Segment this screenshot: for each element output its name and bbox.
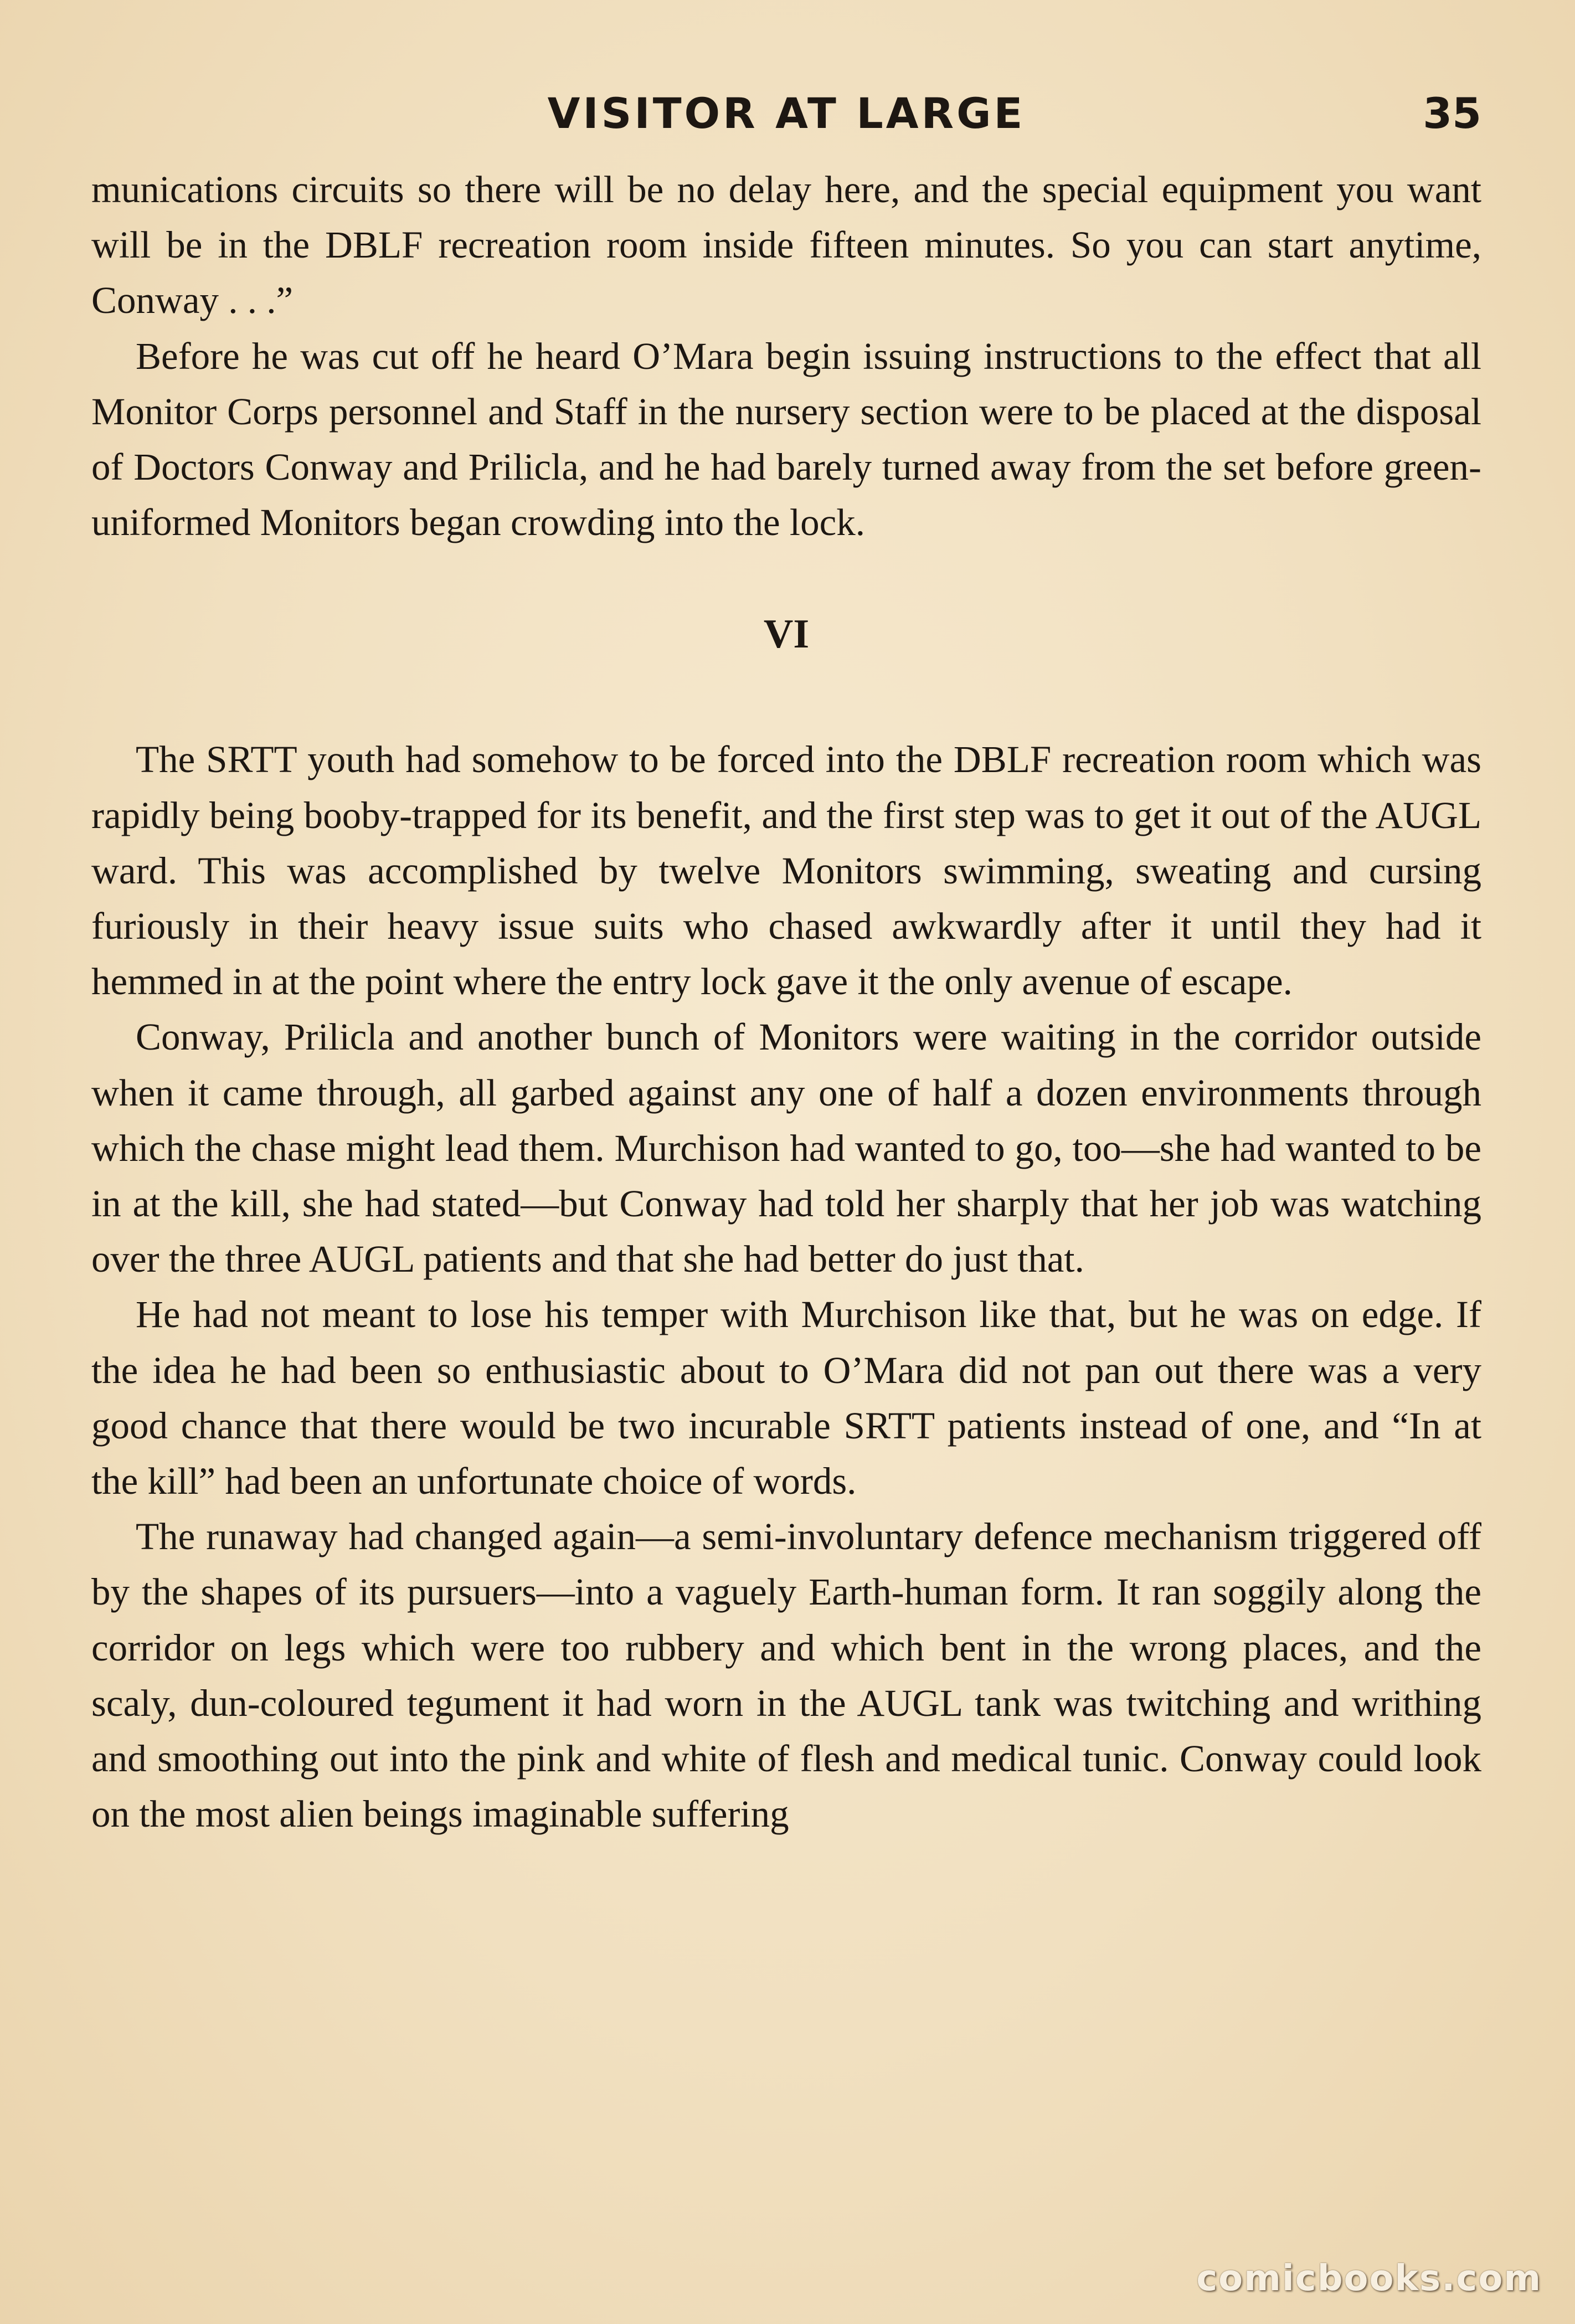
paragraph: He had not meant to lose his temper with Murchison like that, but he was on edge. If the idea he had been so enthusiastic about to O’Mara did not pan out there was a very good chance that there would be two incurable SRTT patients instead of one, and “In at the kill” had been an unfortunate choice of words. xyxy=(91,1293,1481,1503)
section-heading: VI xyxy=(763,611,810,657)
paragraph: The runaway had changed again—a semi-involuntary defence mechanism triggered off by the shapes of its pursuers—into a vaguely Earth-human form. It ran soggily along the corridor on legs which were too rubbery and which bent in the wrong places, and the scaly, dun-coloured tegument it had worn in the AUGL tank was twitching and writhing and smoothing out into the pink and white of flesh and medical tunic. Conway could look on the most alien beings imaginable suffering xyxy=(91,1515,1481,1835)
paragraph: Before he was cut off he heard O’Mara begin issuing instructions to the effect that all Monitor Corps personnel and Staff in the nursery section were to be placed at the disposal of Doctors Conway and Prilicla, and he had barely turned away from the set before green-uniformed Monitors began crowding into the lock. xyxy=(91,335,1481,544)
paragraph: The SRTT youth had somehow to be forced into the DBLF recreation room which was rapidly being booby-trapped for its benefit, and the first step was to get it out of the AUGL ward. This was accomplished by twelve Monitors swimming, sweating and cursing furiously in their heavy issue suits who chased awkwardly after it until they had it hemmed in at the point where the entry lock gave it the only avenue of escape. xyxy=(91,738,1481,1003)
body-text xyxy=(91,162,1481,1842)
paragraph: Conway, Prilicla and another bunch of Monitors were waiting in the corridor outside when it came through, all garbed against any one of half a dozen environments through which the chase might lead them. Murchison had wanted to go, too—she had wanted to be in at the kill, she had stated—but Conway had told her sharply that her job was watching over the three AUGL patients and that she had better do just that. xyxy=(91,1016,1481,1281)
paragraph: munications circuits so there will be no delay here, and the special equipment you want will be in the DBLF recreation room inside fifteen minutes. So you can start anytime, Conway . . .” xyxy=(91,168,1481,322)
watermark: comicbooks.com xyxy=(1196,2258,1542,2299)
page-number: 35 xyxy=(1423,89,1481,138)
running-head: VISITOR AT LARGE xyxy=(547,89,1026,138)
page-header xyxy=(91,89,1481,155)
